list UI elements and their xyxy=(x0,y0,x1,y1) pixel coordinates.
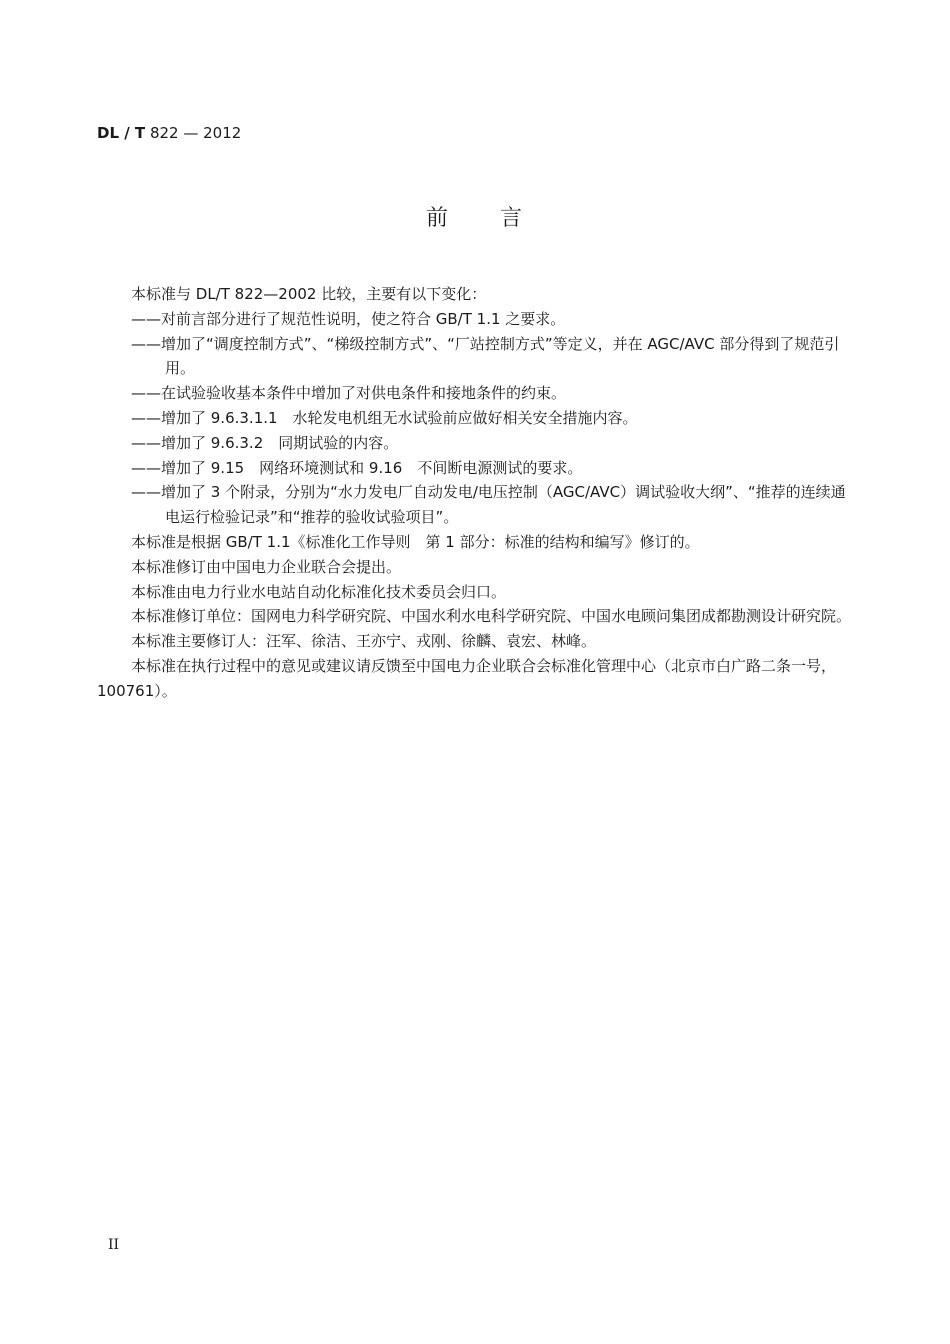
section-title xyxy=(0,204,950,234)
standard-code xyxy=(97,123,241,143)
managed-by-paragraph: 本标准由电力行业水电站自动化标准化技术委员会归口。 xyxy=(131,582,507,601)
foreword-body xyxy=(97,282,853,704)
intro-paragraph: 本标准与 DL/T 822—2002 比较，主要有以下变化： xyxy=(131,285,487,303)
change-item: ——增加了 3 个附录，分别为“水力发电厂自动发电/电压控制（AGC/AVC）调试验收大纲”、“推荐的连续通电运行检验记录”和“推荐的验收试验项目”。 xyxy=(131,483,846,527)
feedback-paragraph: 本标准在执行过程中的意见或建议请反馈至中国电力企业联合会标准化管理中心（北京市白广路二条一号，100761）。 xyxy=(97,656,837,700)
page-number: II xyxy=(108,1237,120,1253)
revisers-paragraph: 本标准主要修订人：汪军、徐洁、王亦宁、戎刚、徐麟、袁宏、林峰。 xyxy=(131,632,597,651)
change-item: ——增加了 9.6.3.2 同期试验的内容。 xyxy=(131,433,399,452)
change-item: ——在试验验收基本条件中增加了对供电条件和接地条件的约束。 xyxy=(131,384,567,403)
proposed-by-paragraph: 本标准修订由中国电力企业联合会提出。 xyxy=(131,557,402,576)
change-item: ——增加了“调度控制方式”、“梯级控制方式”、“厂站控制方式”等定义，并在 AGC/AVC 部分得到了规范引用。 xyxy=(131,334,840,378)
revising-units-paragraph: 本标准修订单位：国网电力科学研究院、中国水利水电科学研究院、中国水电顾问集团成都勘测设计研究院。 xyxy=(131,607,852,626)
change-item: ——对前言部分进行了规范性说明，使之符合 GB/T 1.1 之要求。 xyxy=(131,309,566,328)
change-item: ——增加了 9.6.3.1.1 水轮发电机组无水试验前应做好相关安全措施内容。 xyxy=(131,408,638,427)
standard-code-number: 822 — 2012 xyxy=(149,124,242,142)
drafting-basis-paragraph: 本标准是根据 GB/T 1.1《标准化工作导则 第 1 部分：标准的结构和编写》修订的。 xyxy=(131,532,700,551)
standard-code-prefix: DL / T xyxy=(97,124,146,142)
section-title-char-2: 言 xyxy=(500,206,525,231)
change-item: ——增加了 9.15 网络环境测试和 9.16 不间断电源测试的要求。 xyxy=(131,458,583,477)
section-title-char-1: 前 xyxy=(425,206,450,231)
